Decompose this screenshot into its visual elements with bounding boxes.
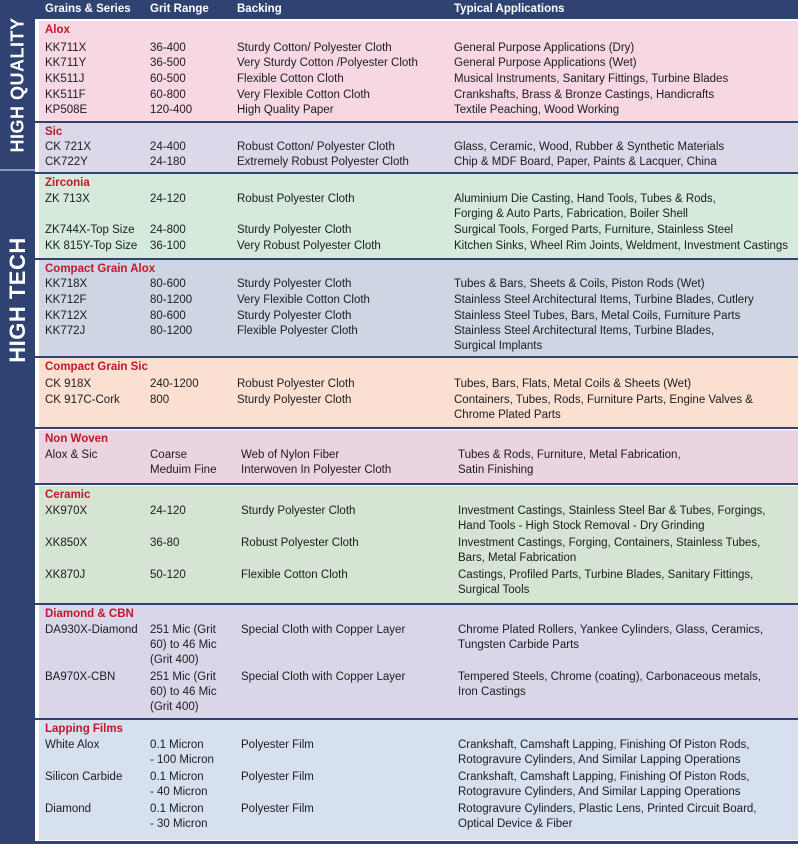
cell-grit: 36-400: [150, 42, 186, 54]
cell-backing: Flexible Cotton Cloth: [237, 73, 344, 85]
cell-applications: Tempered Steels, Chrome (coating), Carbonaceous metals, Iron Castings: [458, 671, 761, 698]
section-non-woven: [39, 430, 798, 483]
cell-grit: 36-500: [150, 57, 186, 69]
section-compact-grain-alox: [39, 260, 798, 356]
cell-applications: Chrome Plated Rollers, Yankee Cylinders, Glass, Ceramics, Tungsten Carbide Parts: [458, 624, 764, 651]
cell-grit: 800: [150, 394, 170, 406]
cell-series: CK 917C-Cork: [45, 394, 120, 406]
section-title: Non Woven: [45, 433, 109, 445]
cell-series: KK718X: [45, 278, 88, 290]
cell-backing: Sturdy Polyester Cloth: [237, 310, 352, 322]
sidebar-high-tech: [0, 170, 35, 844]
cell-series: CK 918X: [45, 378, 92, 390]
cell-grit: 60-800: [150, 89, 186, 101]
cell-series: ZK 713X: [45, 193, 90, 205]
cell-applications: Stainless Steel Architectural Items, Turbine Blades, Cutlery: [454, 294, 754, 306]
cell-grit: 80-1200: [150, 294, 193, 306]
cell-applications: Chip & MDF Board, Paper, Paints & Lacquer, China: [454, 156, 717, 168]
section-zirconia: [39, 174, 798, 258]
cell-applications: Surgical Tools, Forged Parts, Furniture, Stainless Steel: [454, 224, 734, 236]
cell-backing: Sturdy Cotton/ Polyester Cloth: [237, 42, 392, 54]
section-title: Compact Grain Sic: [45, 361, 148, 373]
header-grit-range: Grit Range: [150, 3, 209, 15]
cell-series: White Alox: [45, 739, 100, 751]
cell-series: KP508E: [45, 104, 88, 116]
cell-applications: Stainless Steel Tubes, Bars, Metal Coils, Furniture Parts: [454, 310, 741, 322]
cell-backing: Robust Polyester Cloth: [237, 193, 355, 205]
cell-grit: 36-80: [150, 537, 180, 549]
cell-series: Silicon Carbide: [45, 771, 123, 783]
cell-grit: 251 Mic (Grit 60) to 46 Mic (Grit 400): [150, 671, 217, 713]
sidebar-high-quality-label: HIGH QUALITY: [7, 17, 27, 153]
header-grains-series: Grains & Series: [45, 3, 131, 15]
section-diamond-cbn: [39, 605, 798, 718]
cell-series: KK711X: [45, 42, 87, 54]
cell-backing: Very Robust Polyester Cloth: [237, 240, 381, 252]
cell-applications: Musical Instruments, Sanitary Fittings, Turbine Blades: [454, 73, 729, 85]
cell-grit: 80-1200: [150, 325, 193, 337]
section-divider: [35, 483, 798, 485]
cell-grit: 24-120: [150, 505, 186, 517]
cell-series: CK 721X: [45, 141, 92, 153]
cell-backing: Sturdy Polyester Cloth: [237, 394, 352, 406]
cell-applications: Investment Castings, Stainless Steel Bar & Tubes, Forgings, Hand Tools - High Stock Removal - Dry Grinding: [458, 505, 766, 532]
section-title: Sic: [45, 126, 63, 138]
cell-series: KK712F: [45, 294, 87, 306]
cell-applications: Stainless Steel Architectural Items, Turbine Blades, Surgical Implants: [454, 325, 715, 352]
cell-grit: 24-180: [150, 156, 186, 168]
sidebar-high-quality: [0, 0, 35, 170]
cell-backing: Robust Polyester Cloth: [237, 378, 355, 390]
header-backing: Backing: [237, 3, 282, 15]
cell-applications: Textile Peaching, Wood Working: [454, 104, 620, 116]
cell-backing: Sturdy Polyester Cloth: [237, 224, 352, 236]
section-title: Lapping Films: [45, 723, 123, 735]
cell-applications: Glass, Ceramic, Wood, Rubber & Synthetic Materials: [454, 141, 725, 153]
cell-series: KK511J: [45, 73, 85, 85]
cell-backing: Flexible Polyester Cloth: [237, 325, 358, 337]
cell-backing: Polyester Film: [241, 739, 314, 751]
cell-series: KK711Y: [45, 57, 87, 69]
cell-grit: 240-1200: [150, 378, 199, 390]
section-title: Zirconia: [45, 177, 90, 189]
cell-backing: Special Cloth with Copper Layer: [241, 671, 406, 683]
cell-grit: 80-600: [150, 278, 186, 290]
section-title: Compact Grain Alox: [45, 263, 156, 275]
cell-applications: Crankshafts, Brass & Bronze Castings, Handicrafts: [454, 89, 715, 101]
cell-grit: 0.1 Micron - 30 Micron: [150, 803, 208, 830]
cell-backing: Very Sturdy Cotton /Polyester Cloth: [237, 57, 418, 69]
section-title: Diamond & CBN: [45, 608, 134, 620]
section-title: Ceramic: [45, 489, 91, 501]
cell-backing: Robust Polyester Cloth: [241, 537, 359, 549]
section-compact-grain-sic: [39, 358, 798, 427]
section-alox: [39, 21, 798, 121]
section-title: Alox: [45, 24, 70, 36]
cell-series: XK870J: [45, 569, 86, 581]
cell-backing: Robust Cotton/ Polyester Cloth: [237, 141, 395, 153]
section-sic: [39, 123, 798, 172]
cell-series: Alox & Sic: [45, 449, 98, 461]
cell-series: BA970X-CBN: [45, 671, 116, 683]
cell-applications: Tubes, Bars, Flats, Metal Coils & Sheets (Wet): [454, 378, 692, 390]
cell-applications: General Purpose Applications (Dry): [454, 42, 635, 54]
cell-series: XK850X: [45, 537, 88, 549]
cell-applications: Aluminium Die Casting, Hand Tools, Tubes & Rods, Forging & Auto Parts, Fabrication, Boiler Shell: [454, 193, 716, 220]
section-lapping-films: [39, 720, 798, 840]
cell-backing: High Quality Paper: [237, 104, 334, 116]
cell-series: KK772J: [45, 325, 86, 337]
cell-applications: Castings, Profiled Parts, Turbine Blades, Sanitary Fittings, Surgical Tools: [458, 569, 754, 596]
cell-series: KK712X: [45, 310, 88, 322]
cell-applications: Tubes & Rods, Furniture, Metal Fabrication, Satin Finishing: [458, 449, 681, 476]
cell-series: KK 815Y-Top Size: [45, 240, 138, 252]
cell-grit: Coarse Meduim Fine: [150, 449, 217, 476]
cell-series: KK511F: [45, 89, 86, 101]
cell-series: Diamond: [45, 803, 92, 815]
cell-series: CK722Y: [45, 156, 88, 168]
cell-grit: 0.1 Micron - 100 Micron: [150, 739, 214, 766]
cell-backing: Very Flexible Cotton Cloth: [237, 294, 370, 306]
cell-backing: Sturdy Polyester Cloth: [241, 505, 356, 517]
cell-backing: Web of Nylon Fiber Interwoven In Polyester Cloth: [241, 449, 392, 476]
cell-grit: 24-120: [150, 193, 186, 205]
cell-applications: Crankshaft, Camshaft Lapping, Finishing Of Piston Rods, Rotogravure Cylinders, And Similar Lapping Operations: [458, 739, 750, 766]
section-divider: [35, 427, 798, 429]
section-ceramic: [39, 486, 798, 603]
sidebar-high-tech-label: HIGH TECH: [4, 237, 30, 363]
cell-backing: Polyester Film: [241, 803, 314, 815]
cell-applications: Rotogravure Cylinders, Plastic Lens, Printed Circuit Board, Optical Device & Fiber: [458, 803, 757, 830]
cell-applications: Investment Castings, Forging, Containers, Stainless Tubes, Bars, Metal Fabrication: [458, 537, 761, 564]
cell-backing: Flexible Cotton Cloth: [241, 569, 348, 581]
cell-grit: 50-120: [150, 569, 186, 581]
cell-applications: Crankshaft, Camshaft Lapping, Finishing Of Piston Rods, Rotogravure Cylinders, And Similar Lapping Operations: [458, 771, 750, 798]
cell-series: ZK744X-Top Size: [45, 224, 135, 236]
cell-grit: 24-800: [150, 224, 186, 236]
cell-backing: Special Cloth with Copper Layer: [241, 624, 406, 636]
cell-applications: Tubes & Bars, Sheets & Coils, Piston Rods (Wet): [454, 278, 705, 290]
cell-grit: 60-500: [150, 73, 186, 85]
cell-backing: Polyester Film: [241, 771, 314, 783]
cell-series: XK970X: [45, 505, 88, 517]
cell-series: DA930X-Diamond: [45, 624, 138, 636]
cell-grit: 251 Mic (Grit 60) to 46 Mic (Grit 400): [150, 624, 217, 666]
cell-grit: 0.1 Micron - 40 Micron: [150, 771, 208, 798]
cell-applications: Containers, Tubes, Rods, Furniture Parts, Engine Valves & Chrome Plated Parts: [454, 394, 753, 421]
cell-grit: 120-400: [150, 104, 193, 116]
table-header: [35, 0, 798, 19]
cell-backing: Sturdy Polyester Cloth: [237, 278, 352, 290]
cell-grit: 80-600: [150, 310, 186, 322]
cell-backing: Extremely Robust Polyester Cloth: [237, 156, 409, 168]
header-applications: Typical Applications: [454, 3, 565, 15]
cell-backing: Very Flexible Cotton Cloth: [237, 89, 370, 101]
cell-grit: 24-400: [150, 141, 186, 153]
sidebar-divider: [0, 169, 35, 171]
cell-applications: Kitchen Sinks, Wheel Rim Joints, Weldment, Investment Castings: [454, 240, 789, 252]
cell-applications: General Purpose Applications (Wet): [454, 57, 637, 69]
cell-grit: 36-100: [150, 240, 186, 252]
